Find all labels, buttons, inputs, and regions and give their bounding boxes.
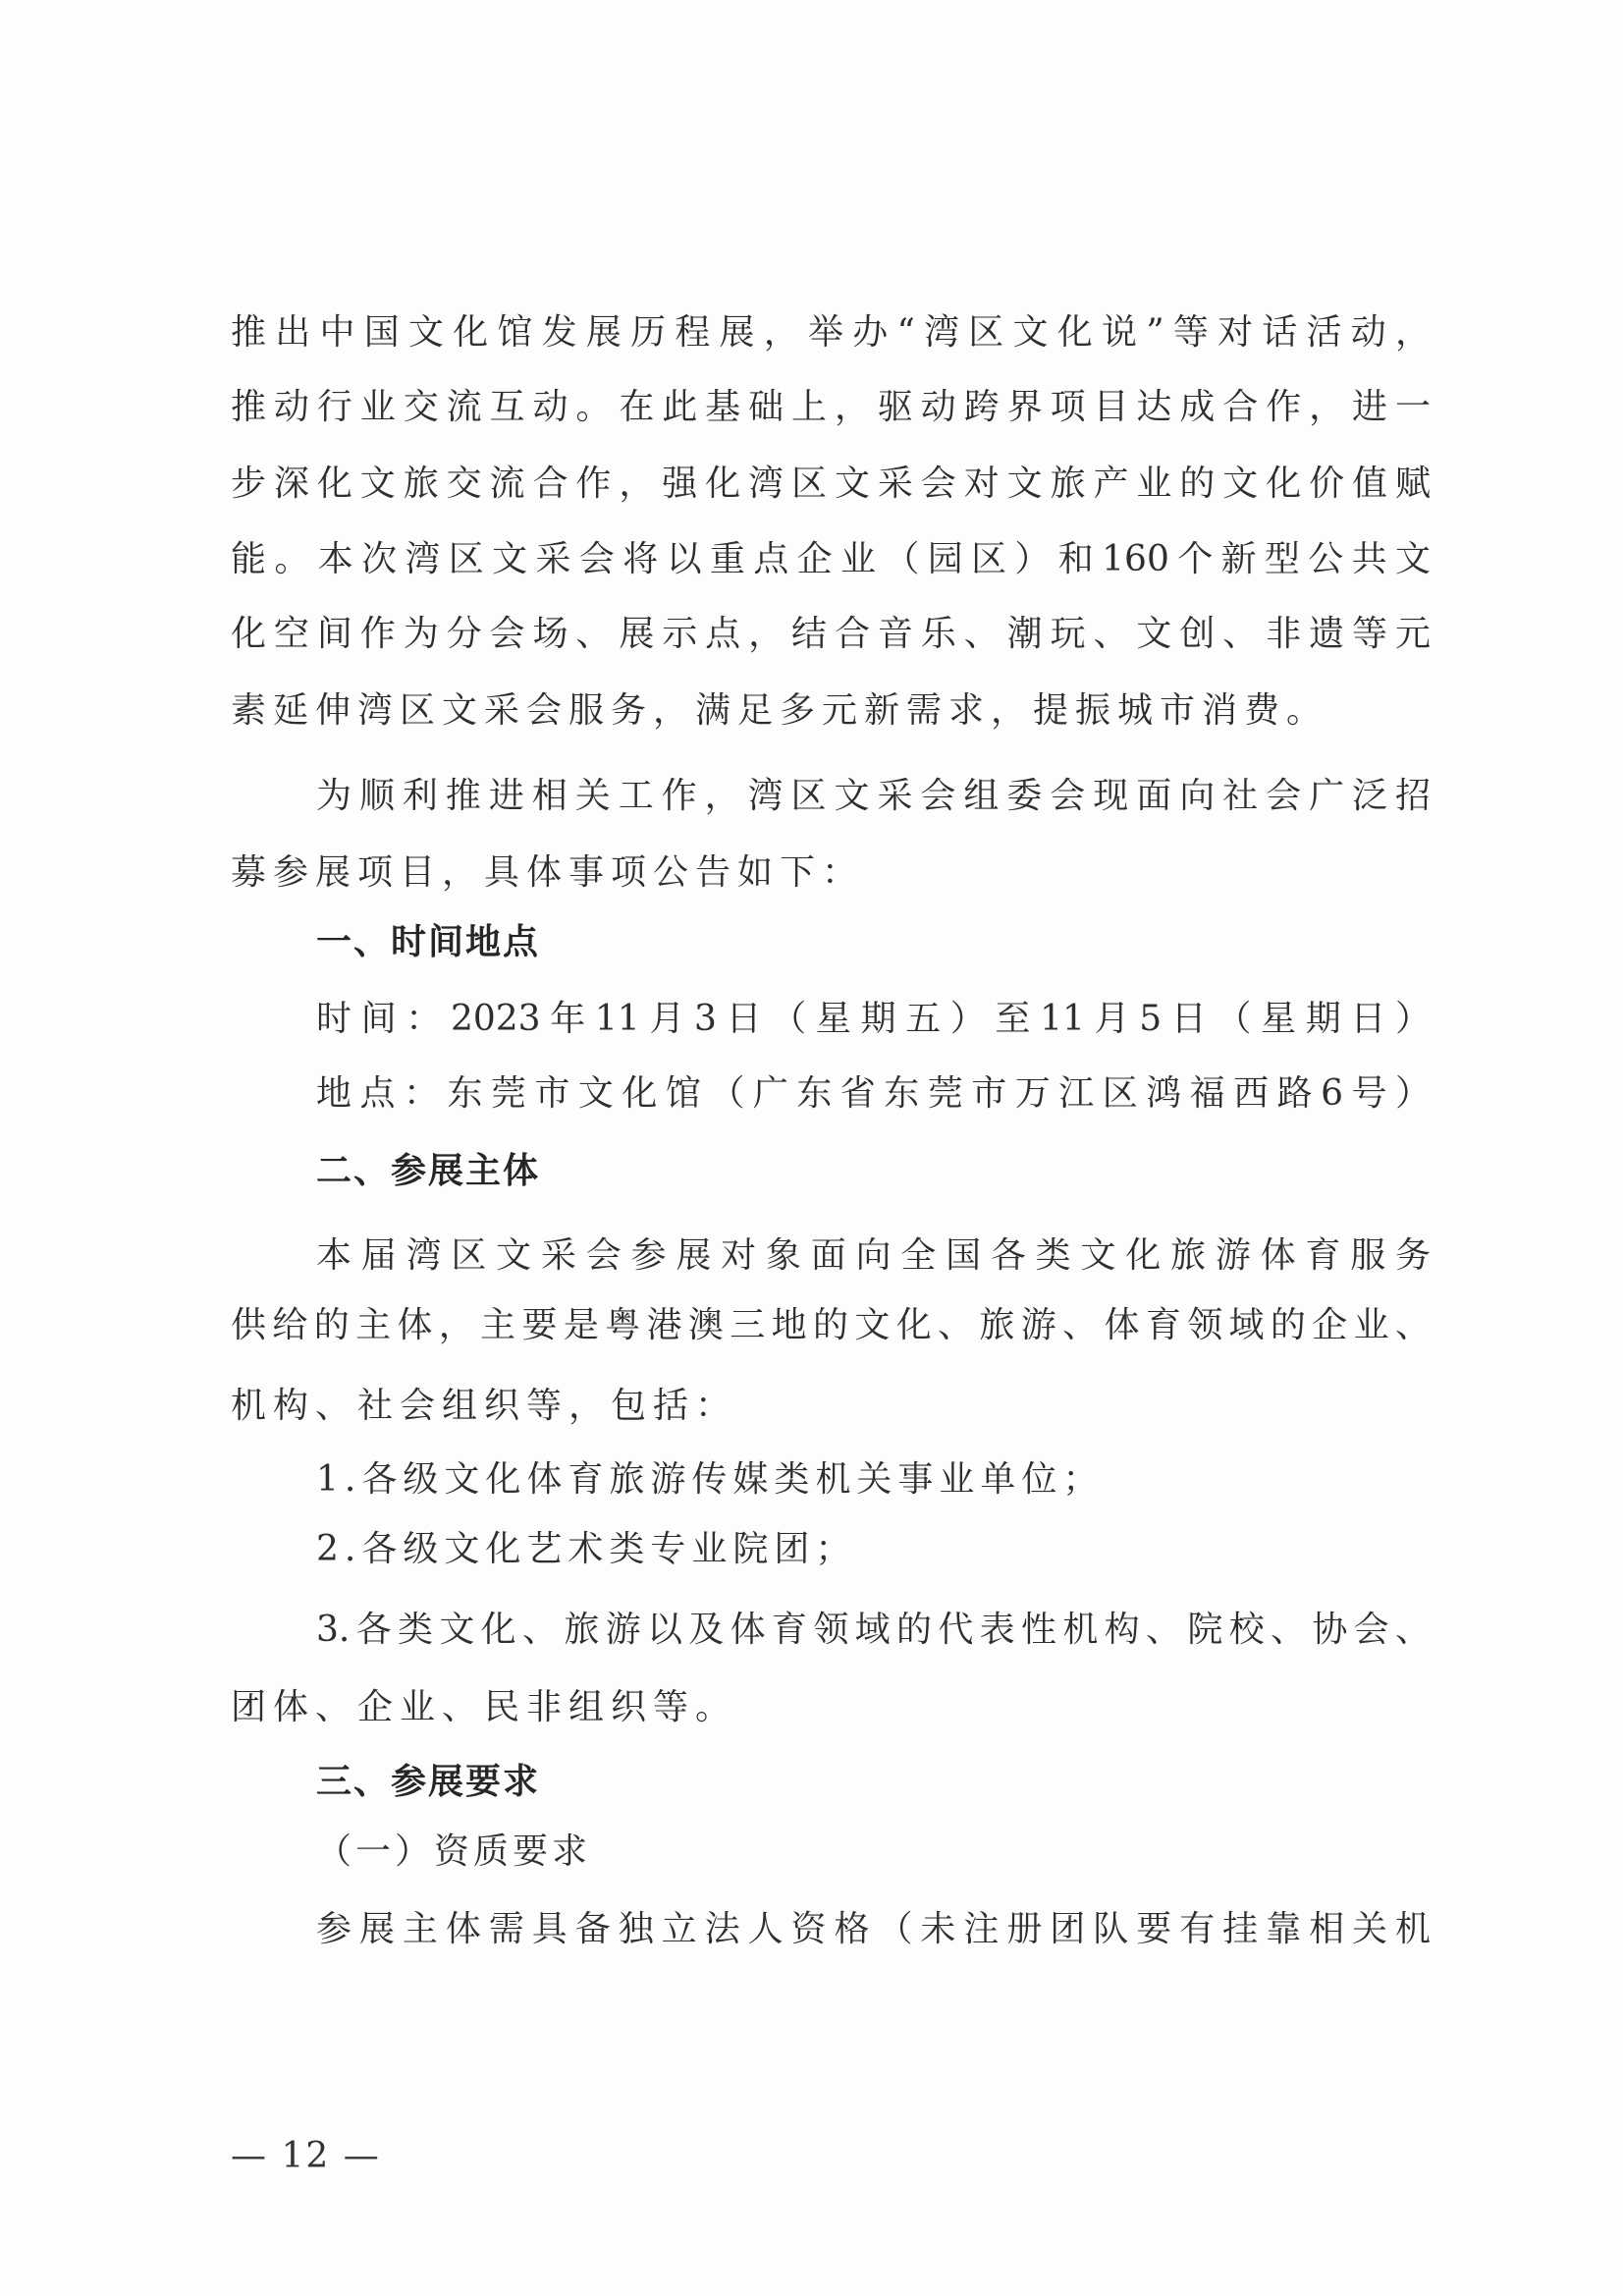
event-time: 时间：2023年11月3日（星期五）至11月5日（星期日） [316,999,1431,1039]
list-item: 2.各级文化艺术类专业院团； [316,1529,857,1569]
section-heading-requirements: 三、参展要求 [316,1762,541,1802]
list-item: 3.各类文化、旅游以及体育领域的代表性机构、院校、协会、 [316,1610,1431,1650]
paragraph-line: 本届湾区文采会参展对象面向全国各类文化旅游体育服务 [316,1235,1431,1276]
paragraph-line: 推动行业交流互动。在此基础上，驱动跨界项目达成合作，进一 [231,387,1431,427]
subsection-heading-qualification: （一）资质要求 [316,1831,592,1872]
paragraph-line: 步深化文旅交流合作，强化湾区文采会对文旅产业的文化价值赋 [231,464,1431,504]
page-number: — 12 — [231,2136,381,2176]
paragraph-line: 募参展项目，具体事项公告如下： [231,852,865,893]
list-item: 1.各级文化体育旅游传媒类机关事业单位； [316,1459,1105,1500]
paragraph-line: 参展主体需具备独立法人资格（未注册团队要有挂靠相关机 [316,1909,1431,1949]
paragraph-line: 机构、社会组织等，包括： [231,1386,738,1426]
paragraph-line: 素延伸湾区文采会服务，满足多元新需求，提振城市消费。 [231,690,1329,731]
section-heading-exhibitors: 二、参展主体 [316,1151,541,1191]
paragraph-line: 化空间作为分会场、展示点，结合音乐、潮玩、文创、非遗等元 [231,614,1431,654]
paragraph-line: 为顺利推进相关工作，湾区文采会组委会现面向社会广泛招 [316,776,1431,816]
event-location: 地点：东莞市文化馆（广东省东莞市万江区鸿福西路6号） [316,1073,1431,1114]
paragraph-line: 团体、企业、民非组织等。 [231,1687,738,1727]
paragraph-line: 推出中国文化馆发展历程展，举办“湾区文化说”等对话活动， [231,312,1431,353]
section-heading-time-place: 一、时间地点 [316,922,541,962]
paragraph-line: 能。本次湾区文采会将以重点企业（园区）和160个新型公共文 [231,539,1431,579]
paragraph-line: 供给的主体，主要是粤港澳三地的文化、旅游、体育领域的企业、 [231,1305,1431,1345]
